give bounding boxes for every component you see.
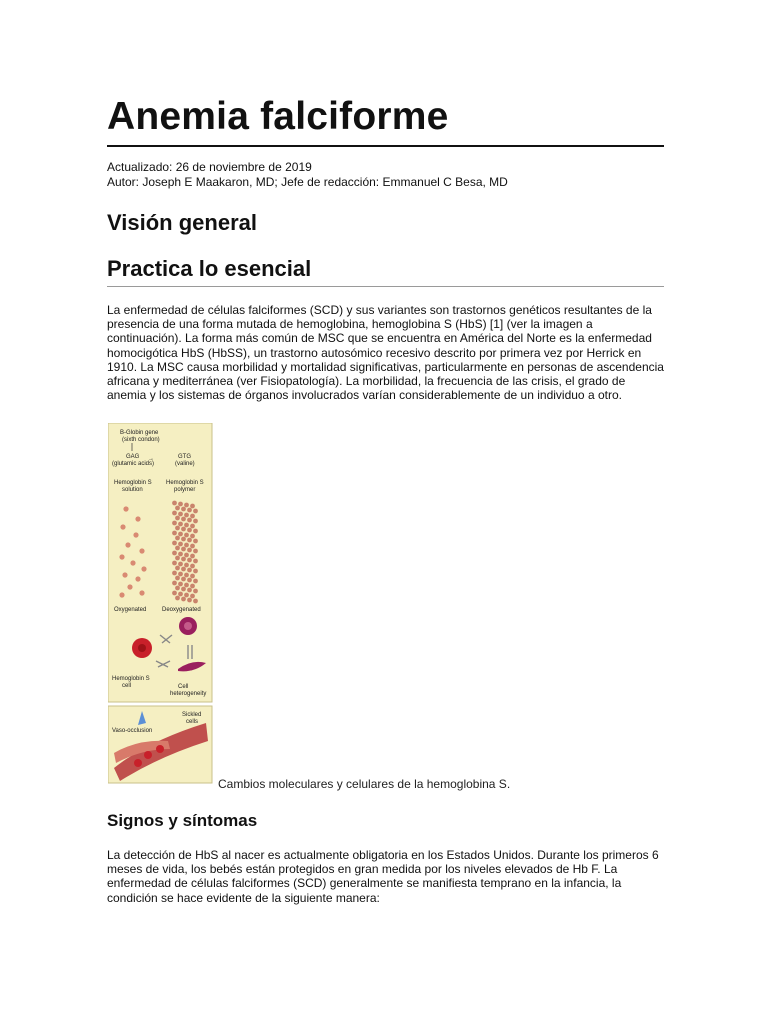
label-gag: GAG [126, 454, 140, 460]
label-hbs-cell-2: cell [122, 683, 132, 689]
hemoglobin-s-figure [108, 423, 213, 784]
label-sickled-2: cells [186, 719, 199, 725]
updated-date: Actualizado: 26 de noviembre de 2019 [107, 160, 312, 174]
label-heterogeneity-1: Cell [178, 684, 189, 690]
label-hbs-solution-1: Hemoglobin S [114, 480, 152, 486]
page-title: Anemia falciforme [107, 95, 449, 138]
document-meta [107, 160, 508, 190]
label-vaso: Vaso-occlusion [112, 728, 153, 734]
label-gtg-sub: (valine) [175, 461, 195, 467]
label-hbs-solution-2: solution [122, 487, 143, 493]
label-sickled-1: Sickled [182, 712, 202, 718]
label-hbs-polymer-2: polymer [174, 487, 196, 493]
label-hbs-polymer-1: Hemoglobin S [166, 480, 204, 486]
label-arrow: → [148, 456, 154, 462]
title-divider [107, 145, 664, 147]
label-gtg: GTG [178, 454, 191, 460]
label-gene: B-Globin gene [120, 430, 159, 436]
essentials-paragraph: La enfermedad de células falciformes (SCD) y sus variantes son trastornos genéticos resultantes de la presencia de una forma mutada de hemoglobina, hemoglobina S (HbS) [1] (ver la imagen a continuación). La forma más común de MSC que se encuentra en América del Norte es la enfermedad homocigótica HbS (HbSS), un trastorno autosómico recesivo descrito por primera vez por Herrick en 1910. La MSC causa morbilidad y mortalidad significativas, particularmente en personas de ascendencia africana y mediterránea (ver Fisiopatología). La morbilidad, la frecuencia de las crisis, el grado de anemia y los sistemas de órganos involucrados varían considerablemente de un individuo a otro. [107, 303, 664, 403]
label-gag-sub: (glutamic acids) [112, 461, 155, 467]
section-divider [107, 286, 664, 287]
label-codon: (sixth condon) [122, 437, 160, 443]
authors-line: Autor: Joseph E Maakaron, MD; Jefe de redacción: Emmanuel C Besa, MD [107, 175, 508, 189]
label-oxygenated: Oxygenated [114, 607, 147, 613]
section-heading-signs: Signos y síntomas [107, 811, 258, 830]
hemoglobin-s-diagram [108, 423, 213, 784]
label-deoxygenated: Deoxygenated [162, 607, 201, 613]
section-heading-overview: Visión general [107, 210, 257, 235]
label-heterogeneity-2: heterogeneity [170, 691, 207, 697]
label-hbs-cell-1: Hemoglobin S [112, 676, 150, 682]
section-heading-essentials: Practica lo esencial [107, 256, 312, 281]
figure-caption: Cambios moleculares y celulares de la hemoglobina S. [218, 777, 511, 791]
signs-paragraph: La detección de HbS al nacer es actualmente obligatoria en los Estados Unidos. Durante los primeros 6 meses de vida, los bebés están protegidos en gran medida por los niveles elevados de Hb F. La enfermedad de células falciformes (SCD) generalmente se manifiesta temprano en la infancia, la condición se hace evidente de la siguiente manera: [107, 848, 659, 905]
